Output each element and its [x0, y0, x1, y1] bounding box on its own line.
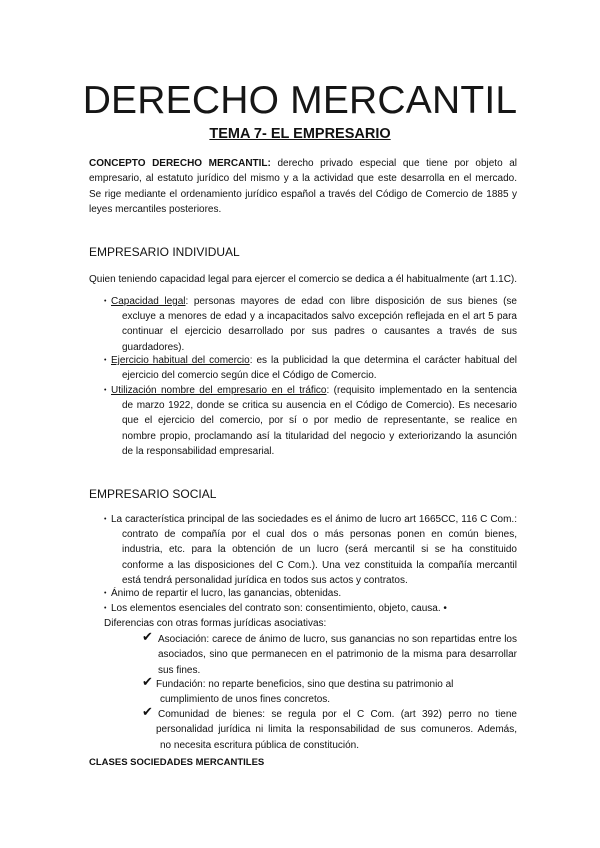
individual-item-capacidad-cont: excluye a menores de edad y a incapacitados salvo excepción reflejada en el art 5 para continuar el ejercicio desarrollado por sus padres o causantes a través de sus guardadores).: [122, 311, 517, 353]
concepto-line-4: leyes mercantiles posteriores.: [89, 203, 222, 215]
item-label: Ejercicio habitual del comercio: [111, 355, 250, 366]
bullet-marker: •: [104, 516, 107, 523]
concepto-label: CONCEPTO DERECHO MERCANTIL:: [89, 158, 271, 169]
individual-item-ejercicio: Ejercicio habitual del comercio: es la publicidad la que determina el carácter habitual del: [111, 355, 517, 366]
heading-empresario-social: EMPRESARIO SOCIAL: [89, 487, 217, 501]
social-item-caracteristica-cont: contrato de compañía por el cual dos o más personas ponen en común bienes, industria, etc. para la obtención de un lucro (será mercantil si se ha constituido conforme a las disposiciones del C Com.). Una vez constituida la compañía mercantil está tendrá personalidad jurídica en todos sus actos y contratos.: [122, 529, 517, 586]
social-item-elementos: Los elementos esenciales del contrato son: consentimiento, objeto, causa. •: [111, 603, 447, 614]
individual-item-ejercicio-cont: ejercicio del comercio según dice el Código de Comercio.: [122, 370, 377, 381]
concepto-line-1: CONCEPTO DERECHO MERCANTIL: derecho privado especial que tiene por objeto al: [89, 158, 518, 169]
concepto-line-3: Se rige mediante el ordenamiento jurídico español a través del Código de Comercio de 1885 y: [89, 188, 517, 200]
concepto-paragraph: [89, 156, 517, 217]
bullet-marker: •: [104, 590, 107, 597]
social-item-caracteristica: La característica principal de las sociedades es el ánimo de lucro art 1665CC, 116 C Com.:: [111, 514, 517, 525]
individual-intro: Quien teniendo capacidad legal para ejercer el comercio se dedica a él habitualmente (art 1.1C).: [89, 274, 518, 285]
diferencia-fundacion: Fundación: no reparte beneficios, sino que destina su patrimonio al cumplimiento de unos fines concretos.: [156, 679, 454, 706]
bullet-marker: •: [104, 605, 107, 612]
diferencias-intro: Diferencias con otras formas jurídicas asociativas:: [104, 618, 327, 629]
check-icon: ✔: [142, 629, 153, 644]
bullet-marker: •: [104, 387, 107, 394]
individual-item-utilizacion: Utilización nombre del empresario en el tráfico: (requisito implementado en la sentencia: [111, 385, 517, 396]
check-icon: ✔: [142, 674, 153, 689]
bullet-marker: •: [104, 298, 107, 305]
heading-empresario-individual: EMPRESARIO INDIVIDUAL: [89, 245, 240, 259]
individual-item-utilizacion-cont: de marzo 1922, donde se critica su ausencia en el Código de Comercio). Es necesario que el ejercicio del comercio, por sí o por medio de representante, se realice en nombre propio, proclamando así la titularidad del negocio y exteriorizando la asunción de la responsabilidad empresarial.: [122, 400, 517, 457]
item-label: Capacidad legal: [111, 296, 186, 307]
concepto-line-2: empresario, al estatuto jurídico del mismo y a la actividad que este desarrolla en el mercado.: [89, 173, 517, 185]
bullet-marker: •: [104, 357, 107, 364]
item-label: Utilización nombre del empresario en el tráfico: [111, 385, 327, 396]
diferencia-asociacion: Asociación: carece de ánimo de lucro, sus ganancias no son repartidas entre los asociados, sino que permanecen en el patrimonio de la misma para desarrollar sus fines.: [158, 634, 517, 676]
heading-clases-sociedades: CLASES SOCIEDADES MERCANTILES: [89, 757, 265, 768]
check-icon: ✔: [142, 704, 153, 719]
diferencia-comunidad: Comunidad de bienes: se regula por el C Com. (art 392) perro no tiene personalidad jurídica ni limita la responsabilidad de sus comuneros. Además, no necesita escritura pública de constitución.: [156, 709, 517, 751]
social-item-animo: Ánimo de repartir el lucro, las ganancias, obtenidas.: [111, 588, 342, 599]
document-title: DERECHO MERCANTIL: [82, 79, 518, 122]
individual-item-capacidad: Capacidad legal: personas mayores de edad con libre disposición de sus bienes (se: [111, 296, 517, 307]
document-subtitle: TEMA 7- EL EMPRESARIO: [209, 126, 391, 142]
